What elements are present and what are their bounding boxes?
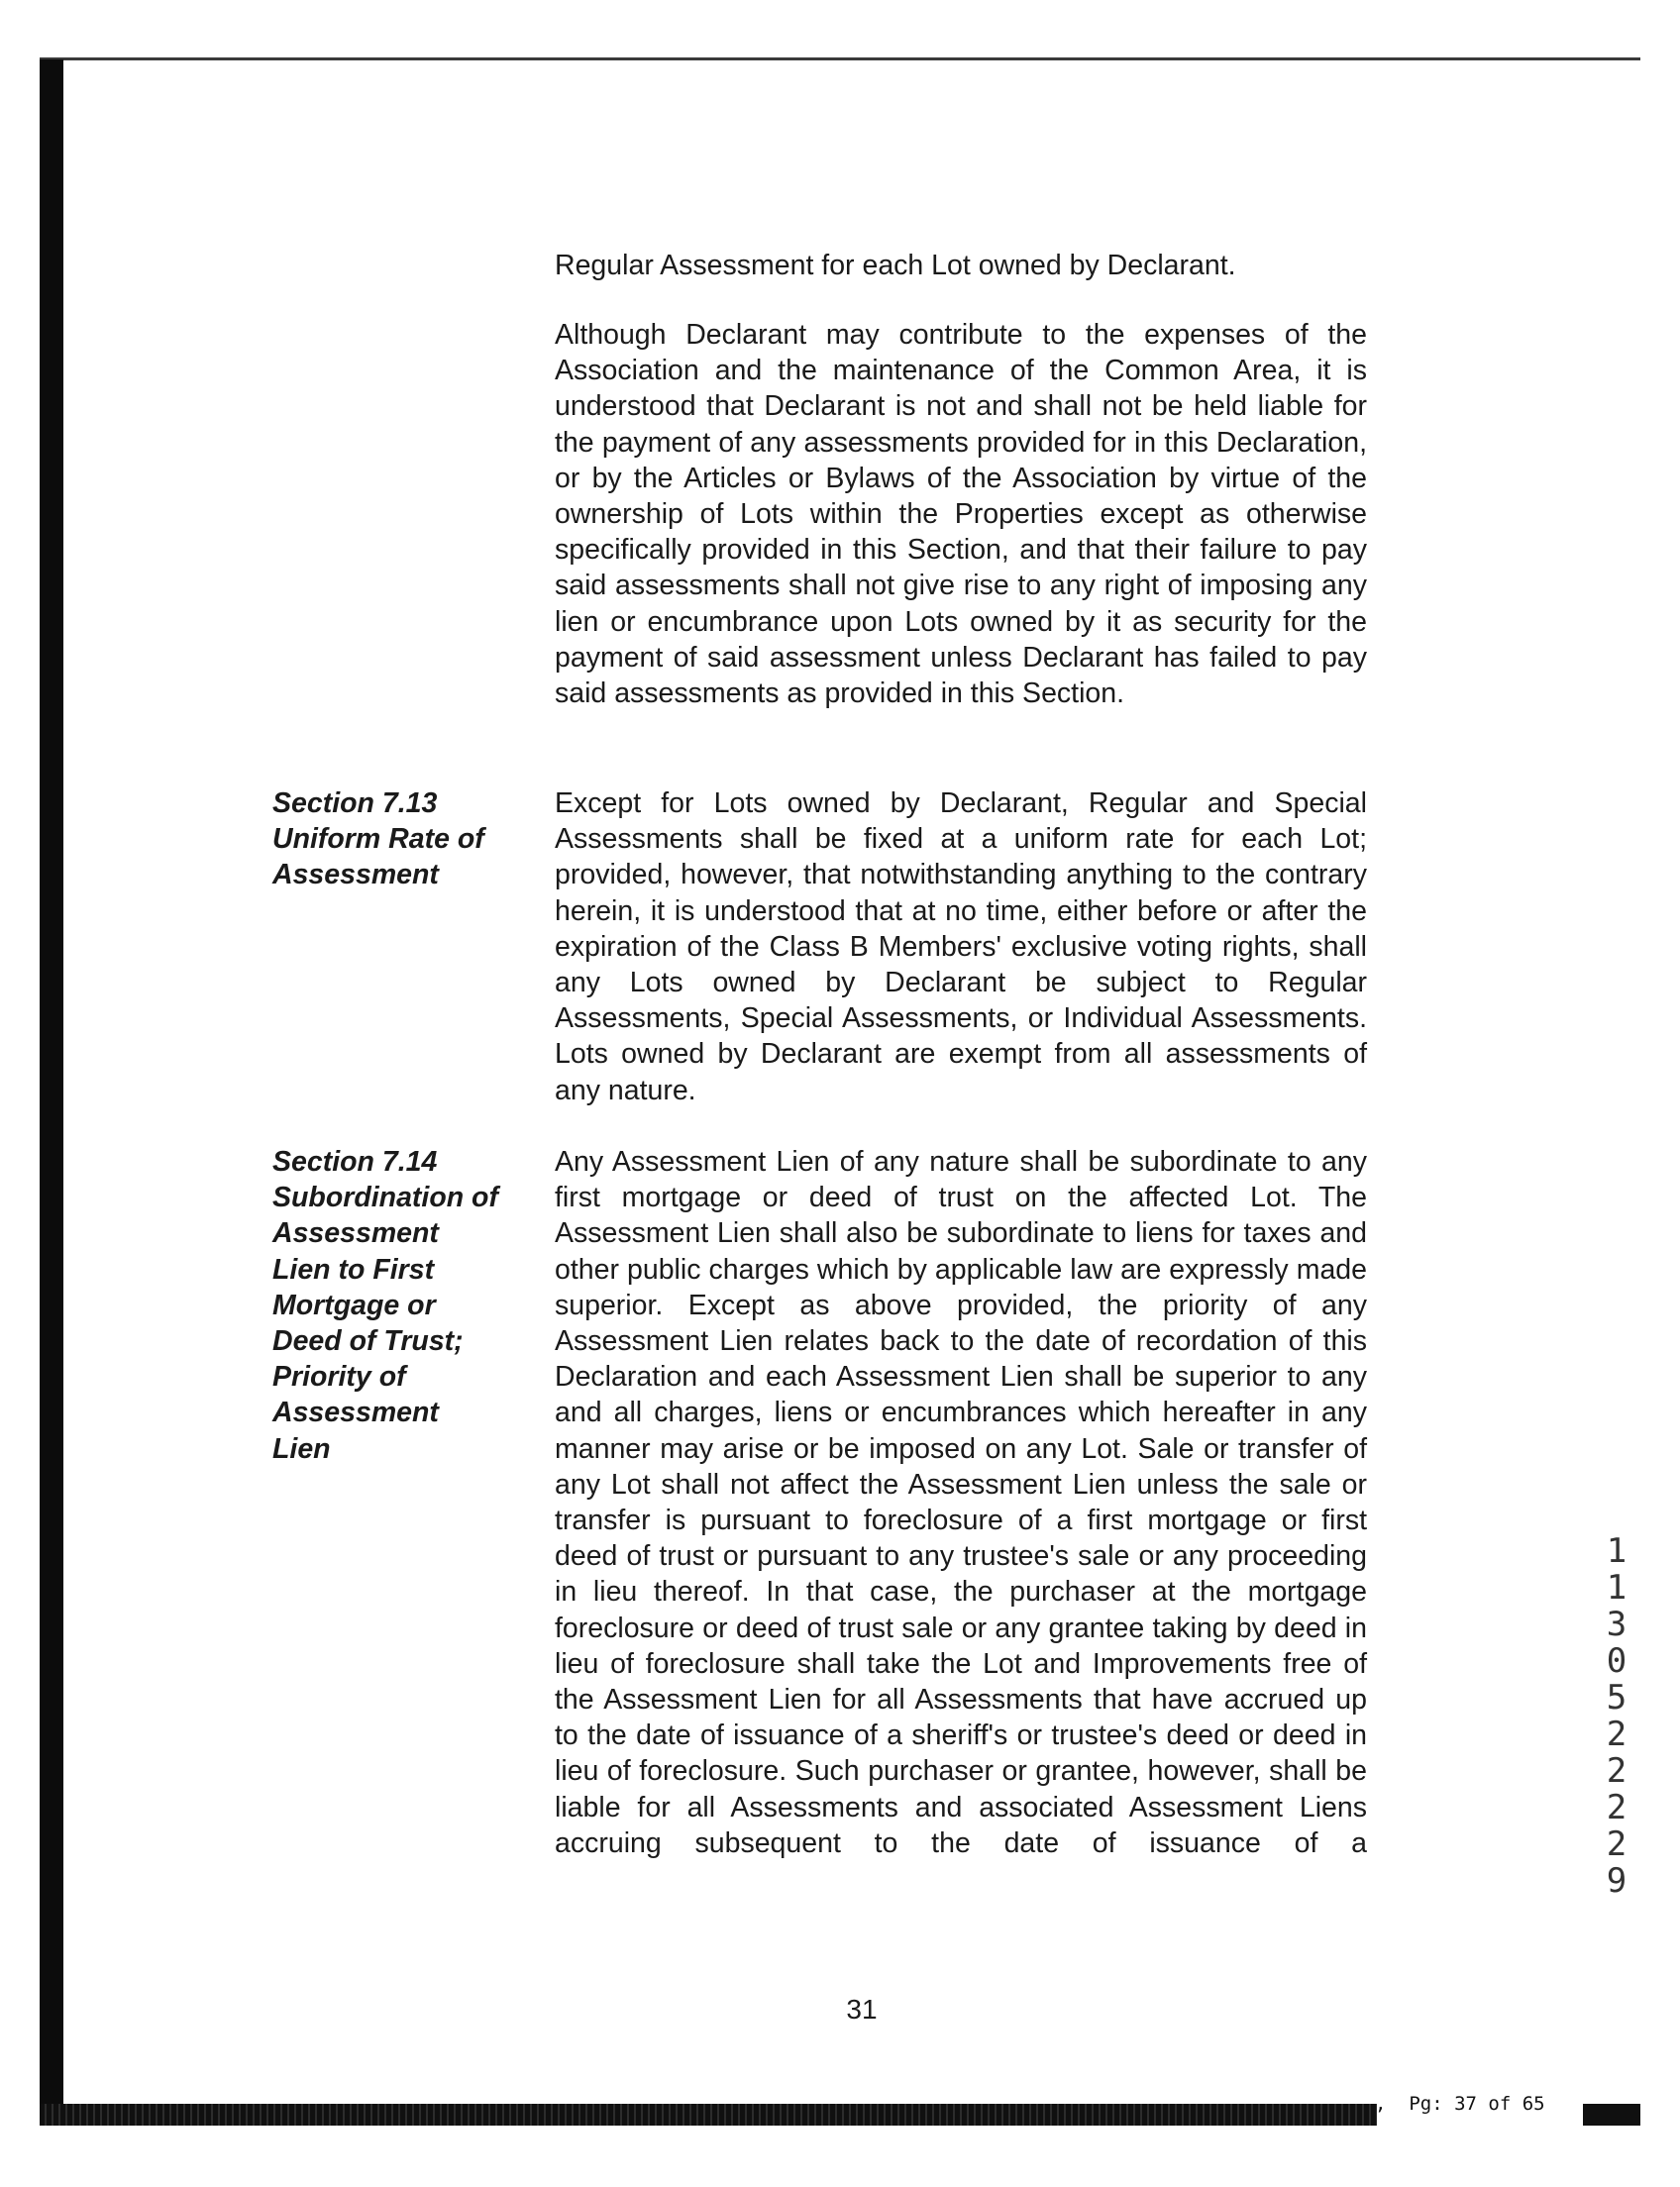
- page-marker-stamp: , Pg: 37 of 65: [1375, 2093, 1545, 2115]
- scan-left-bar: [40, 59, 63, 2125]
- section-title-line: Lien to First: [272, 1253, 435, 1286]
- section-7-13-body: Except for Lots owned by Declarant, Regular and Special Assessments shall be fixed at a uniform rate for each Lot; provided, however, that notwithstanding anything to the contrary herein, it is understood that at no time, either before or after the expiration of the Class B Members' exclusive voting rights, shall any Lots owned by Declarant be subject to Regular Assessments, Special Assessments, or Individual Assessments. Lots owned by Declarant are exempt from all assessments of any nature.: [555, 787, 1367, 1106]
- section-title-line: Subordination of: [272, 1182, 498, 1214]
- section-number: Section 7.14: [272, 1146, 438, 1178]
- section-title-line: Assessment: [272, 1217, 439, 1250]
- section-title-line: Priority of: [272, 1361, 406, 1394]
- page-number: 31: [846, 1994, 878, 2025]
- section-7-14-heading: [272, 1144, 550, 1467]
- section-7-14-body: Any Assessment Lien of any nature shall be subordinate to any first mortgage or deed of trust on the affected Lot. The Assessment Lien shall also be subordinate to liens for taxes and other public charges which by applicable law are expressly made superior. Except as above provided, the priority of any Assessment Lien relates back to the date of recordation of this Declaration and each Assessment Lien shall be superior to any and all charges, liens or encumbrances which hereafter in any manner may arise or be imposed on any Lot. Sale or transfer of any Lot shall not affect the Assessment Lien unless the sale or transfer is pursuant to foreclosure of a first mortgage or first deed of trust or pursuant to any trustee's sale or any proceeding in lieu thereof. In that case, the purchaser at the mortgage foreclosure or deed of trust sale or any grantee taking by deed in lieu of foreclosure shall take the Lot and Improvements free of the Assessment Lien for all Assessments that have accrued up to the date of issuance of a sheriff's or trustee's deed or deed in lieu of foreclosure. Such purchaser or grantee, however, shall be liable for all Assessments and associated Assessment Liens accruing subsequent to the date of issuance of a: [555, 1146, 1367, 1859]
- section-title-line: Lien: [272, 1432, 331, 1465]
- section-7-13-heading: [272, 785, 550, 893]
- recording-number-stamp: 1130522229: [1606, 1531, 1628, 1901]
- section-number: Section 7.13: [272, 787, 438, 819]
- intro-line: Regular Assessment for each Lot owned by Declarant.: [555, 250, 1236, 281]
- scan-bottom-bar: [40, 2104, 1377, 2126]
- section-title-line: Mortgage or: [272, 1289, 436, 1321]
- intro-paragraph: Although Declarant may contribute to the expenses of the Association and the maintenance of the Common Area, it is understood that Declarant is not and shall not be held liable for the payment of any assessments provided for in this Declaration, or by the Articles or Bylaws of the Association by virtue of the ownership of Lots within the Properties except as otherwise specifically provided in this Section, and that their failure to pay said assessments shall not give rise to any right of imposing any lien or encumbrance upon Lots owned by it as security for the payment of said assessment unless Declarant has failed to pay said assessments as provided in this Section.: [555, 319, 1367, 710]
- section-title-line: Assessment: [272, 1397, 439, 1429]
- scan-top-rule: [40, 57, 1640, 60]
- section-title-line: Uniform Rate of: [272, 823, 484, 856]
- scan-bottom-bar-end: [1583, 2104, 1640, 2126]
- section-title-line: Deed of Trust;: [272, 1325, 464, 1358]
- section-title-line: Assessment: [272, 859, 439, 891]
